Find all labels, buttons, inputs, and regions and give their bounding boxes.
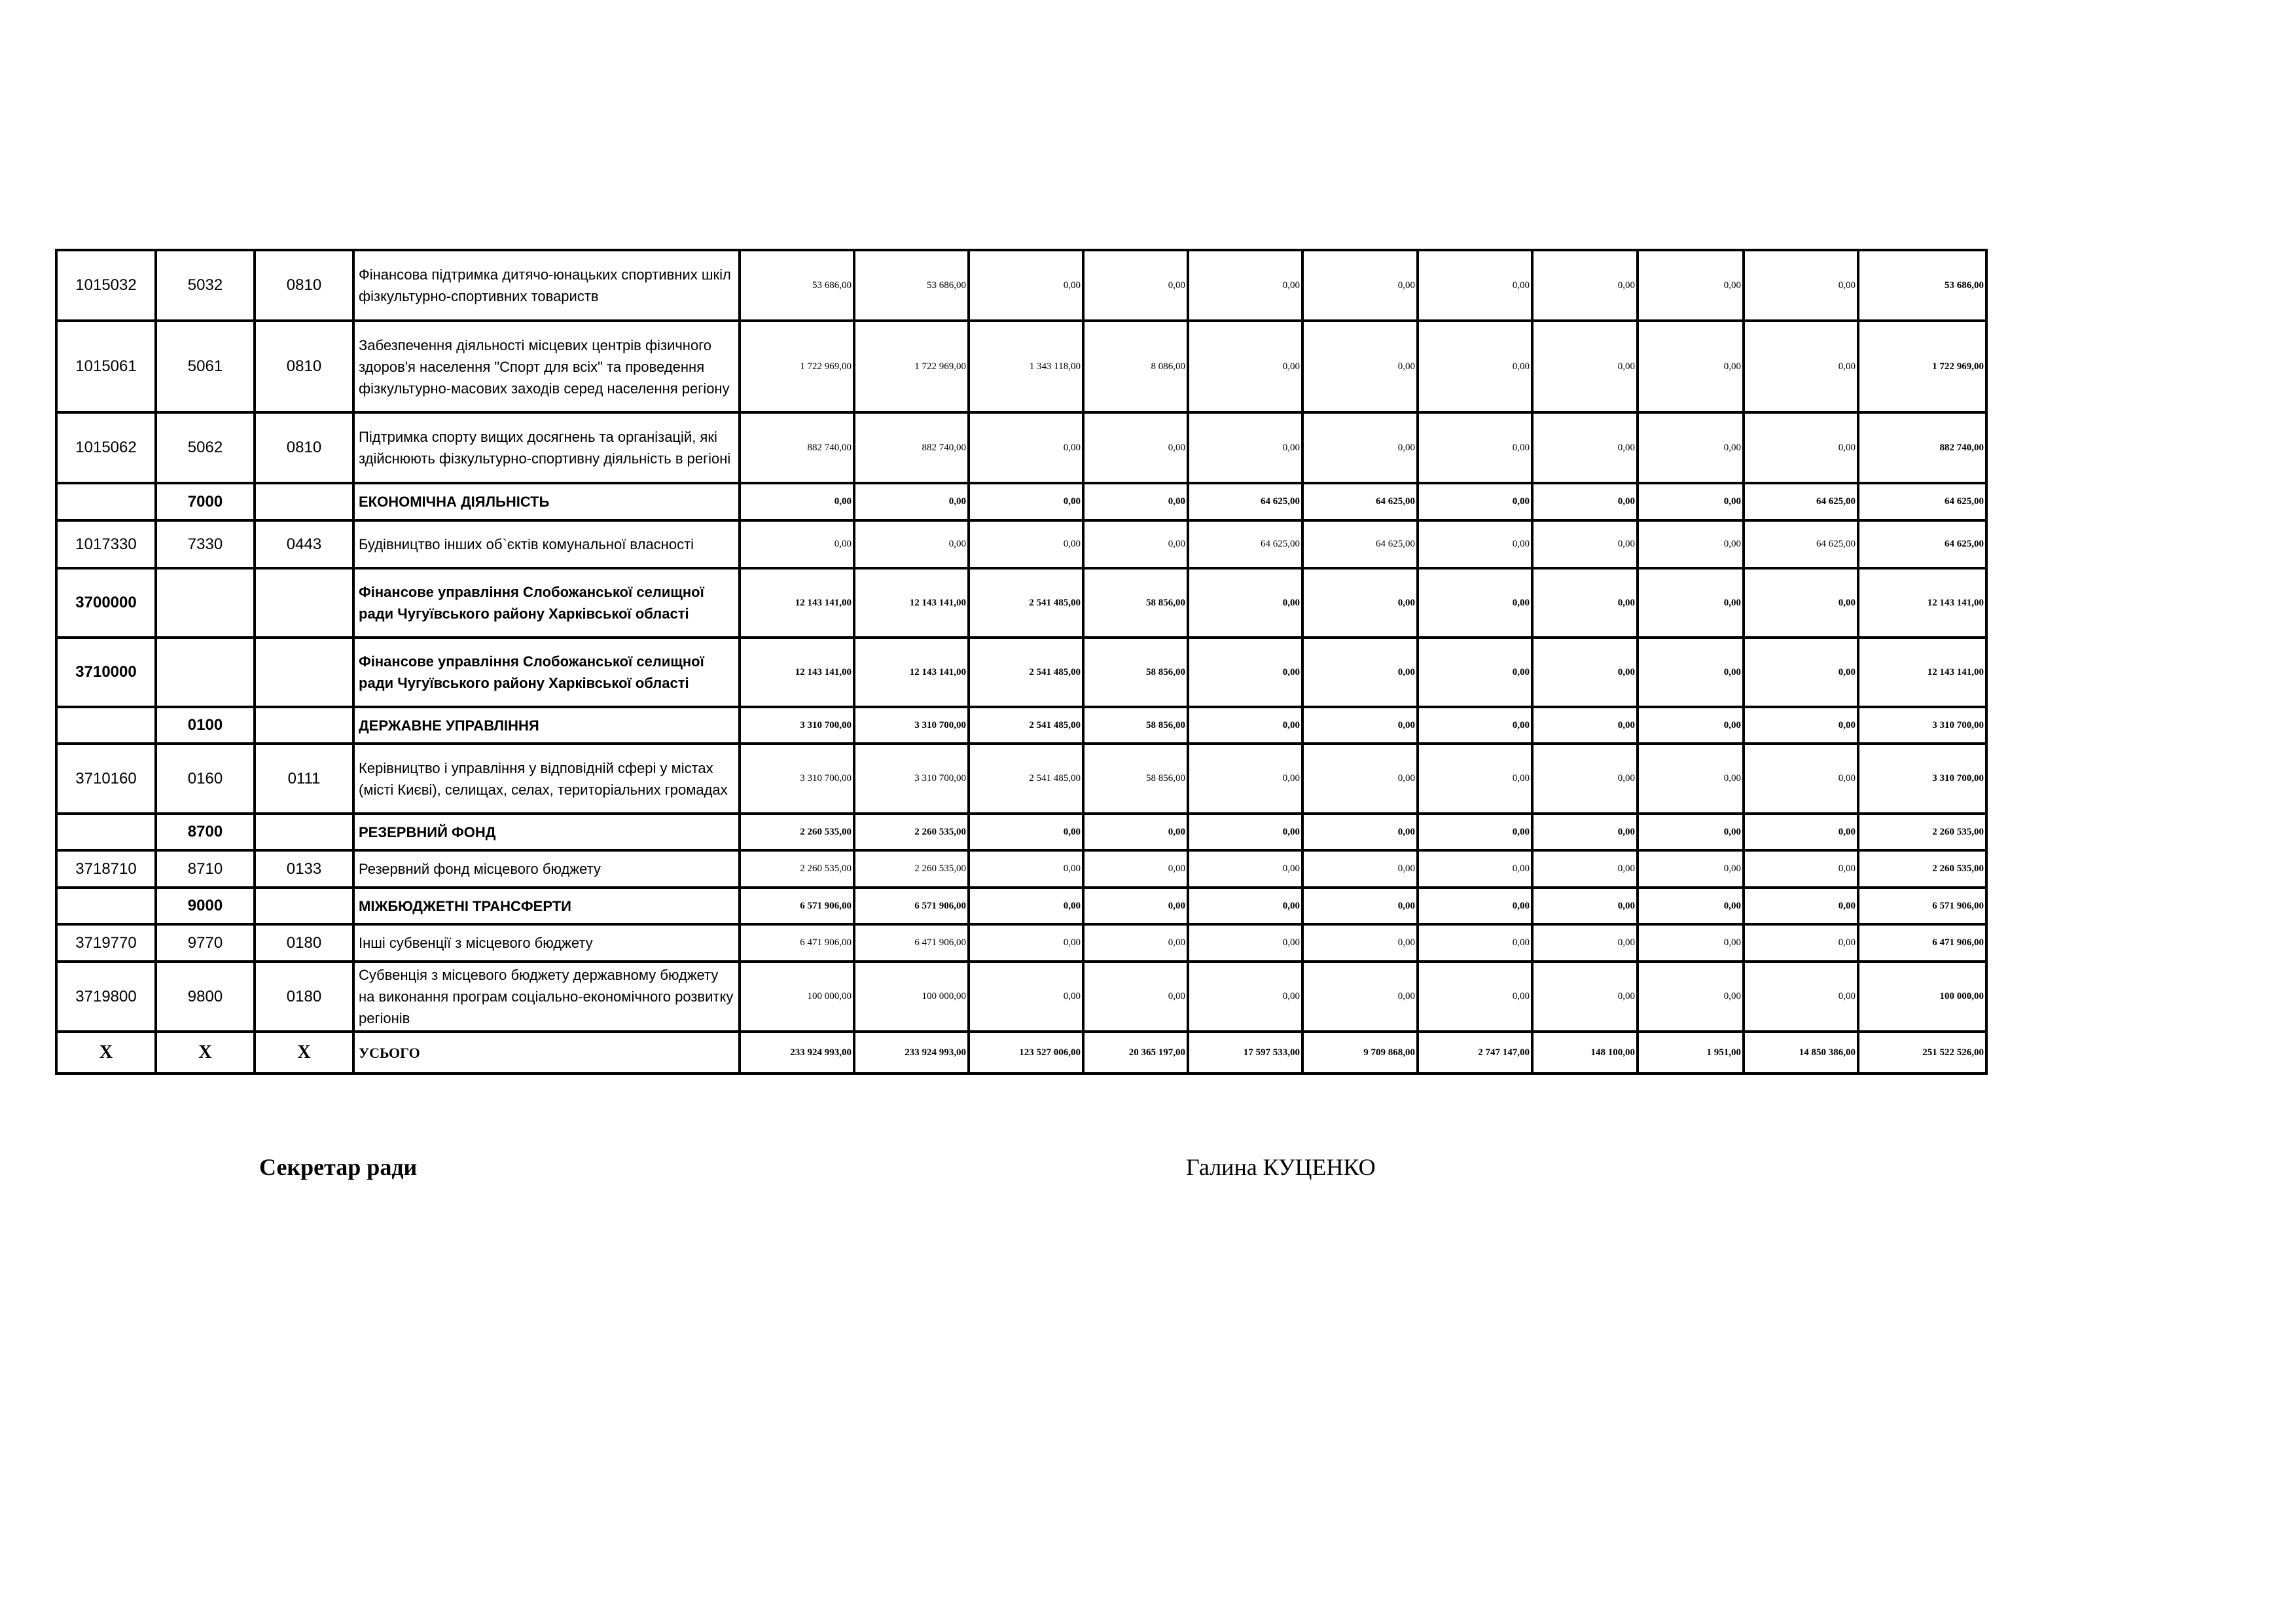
table-cell-value: 1 722 969,00 xyxy=(854,321,969,412)
table-cell-value: 0,00 xyxy=(1188,250,1302,321)
table-cell-value: 2 260 535,00 xyxy=(740,850,854,888)
table-cell-value: 0,00 xyxy=(1188,850,1302,888)
table-cell-value: 0,00 xyxy=(1744,888,1858,924)
table-cell-value: 3 310 700,00 xyxy=(740,707,854,744)
table-cell-value: 0,00 xyxy=(1638,744,1744,814)
table-cell-value: 882 740,00 xyxy=(1858,412,1986,483)
table-cell-value: 0,00 xyxy=(1083,850,1188,888)
table-row xyxy=(56,850,1986,888)
table-cell-value: 2 260 535,00 xyxy=(854,850,969,888)
table-cell-value: 148 100,00 xyxy=(1532,1032,1638,1074)
table-cell-value: 0,00 xyxy=(1744,321,1858,412)
table-cell-value: 0,00 xyxy=(1188,707,1302,744)
table-cell-value: 6 471 906,00 xyxy=(740,924,854,962)
table-row xyxy=(56,483,1986,520)
table-row xyxy=(56,888,1986,924)
table-cell-value: 0,00 xyxy=(1532,412,1638,483)
table-cell-value: 0,00 xyxy=(1532,707,1638,744)
table-cell-value: 0,00 xyxy=(1638,888,1744,924)
table-cell-value: 0,00 xyxy=(1188,924,1302,962)
table-cell-code2: 8710 xyxy=(156,850,255,888)
table-cell-value: 1 722 969,00 xyxy=(1858,321,1986,412)
table-cell-value: 0,00 xyxy=(1744,850,1858,888)
table-cell-code2: 9770 xyxy=(156,924,255,962)
table-cell-value: 0,00 xyxy=(1532,568,1638,638)
table-cell-code1: 1015062 xyxy=(56,412,156,483)
table-cell-value: 3 310 700,00 xyxy=(1858,744,1986,814)
table-cell-value: 2 541 485,00 xyxy=(969,638,1083,707)
table-cell-value: 2 260 535,00 xyxy=(1858,850,1986,888)
table-cell-code2: 5062 xyxy=(156,412,255,483)
table-cell-value: 0,00 xyxy=(1744,814,1858,850)
table-cell-value: 0,00 xyxy=(1302,850,1418,888)
table-cell-value: 64 625,00 xyxy=(1858,520,1986,568)
table-cell-value: 12 143 141,00 xyxy=(1858,638,1986,707)
table-cell-value: 3 310 700,00 xyxy=(854,707,969,744)
table-cell-value: 123 527 006,00 xyxy=(969,1032,1083,1074)
table-cell-value: 58 856,00 xyxy=(1083,707,1188,744)
table-cell-value: 0,00 xyxy=(1188,962,1302,1032)
table-cell-code1: 3719800 xyxy=(56,962,156,1032)
table-cell-value: 0,00 xyxy=(1188,321,1302,412)
table-cell-value: 0,00 xyxy=(1638,707,1744,744)
table-cell-value: 53 686,00 xyxy=(1858,250,1986,321)
table-cell-value: 0,00 xyxy=(969,924,1083,962)
table-cell-value: 53 686,00 xyxy=(854,250,969,321)
table-cell-value: 64 625,00 xyxy=(1744,520,1858,568)
table-cell-code2: 5032 xyxy=(156,250,255,321)
table-cell-code1: 3700000 xyxy=(56,568,156,638)
table-cell-value: 0,00 xyxy=(1083,924,1188,962)
table-cell-value: 0,00 xyxy=(1302,412,1418,483)
table-cell-value: 0,00 xyxy=(1418,962,1532,1032)
table-cell-code2 xyxy=(156,568,255,638)
table-cell-value: 233 924 993,00 xyxy=(740,1032,854,1074)
table-cell-name: РЕЗЕРВНИЙ ФОНД xyxy=(353,814,740,850)
table-cell-value: 0,00 xyxy=(969,962,1083,1032)
table-cell-value: 0,00 xyxy=(1418,638,1532,707)
table-row xyxy=(56,321,1986,412)
table-cell-value: 100 000,00 xyxy=(854,962,969,1032)
table-row xyxy=(56,520,1986,568)
table-cell-code1: Х xyxy=(56,1032,156,1074)
table-cell-value: 0,00 xyxy=(1418,814,1532,850)
table-cell-value: 53 686,00 xyxy=(740,250,854,321)
table-cell-value: 1 951,00 xyxy=(1638,1032,1744,1074)
table-cell-value: 6 571 906,00 xyxy=(854,888,969,924)
table-cell-value: 0,00 xyxy=(1418,483,1532,520)
table-cell-name: Фінансове управління Слобожанської селищної ради Чугуївського району Харківської області xyxy=(353,568,740,638)
table-cell-name: МІЖБЮДЖЕТНІ ТРАНСФЕРТИ xyxy=(353,888,740,924)
table-cell-value: 0,00 xyxy=(1302,707,1418,744)
table-cell-value: 0,00 xyxy=(1188,638,1302,707)
table-cell-value: 0,00 xyxy=(1638,850,1744,888)
table-cell-value: 0,00 xyxy=(1302,568,1418,638)
table-cell-value: 17 597 533,00 xyxy=(1188,1032,1302,1074)
table-cell-value: 0,00 xyxy=(1532,850,1638,888)
table-cell-value: 0,00 xyxy=(1744,744,1858,814)
table-cell-value: 0,00 xyxy=(1532,483,1638,520)
table-cell-code3: 0180 xyxy=(255,924,353,962)
table-cell-value: 0,00 xyxy=(1302,638,1418,707)
table-cell-value: 12 143 141,00 xyxy=(1858,568,1986,638)
table-cell-value: 6 471 906,00 xyxy=(854,924,969,962)
table-cell-name: Підтримка спорту вищих досягнень та організацій, які здійснюють фізкультурно-спортивну діяльність в регіоні xyxy=(353,412,740,483)
table-cell-value: 0,00 xyxy=(1188,814,1302,850)
table-cell-code1: 3710000 xyxy=(56,638,156,707)
table-cell-value: 3 310 700,00 xyxy=(1858,707,1986,744)
table-cell-value: 0,00 xyxy=(1532,321,1638,412)
table-cell-value: 0,00 xyxy=(1532,250,1638,321)
table-cell-value: 0,00 xyxy=(1638,924,1744,962)
table-cell-value: 0,00 xyxy=(1418,707,1532,744)
table-cell-code2: 9800 xyxy=(156,962,255,1032)
table-cell-value: 0,00 xyxy=(1302,250,1418,321)
table-row xyxy=(56,250,1986,321)
table-cell-value: 6 571 906,00 xyxy=(740,888,854,924)
table-cell-value: 0,00 xyxy=(969,483,1083,520)
table-row xyxy=(56,962,1986,1032)
table-cell-value: 0,00 xyxy=(854,483,969,520)
table-cell-value: 0,00 xyxy=(1083,888,1188,924)
table-cell-value: 0,00 xyxy=(1302,814,1418,850)
table-cell-code1 xyxy=(56,707,156,744)
table-cell-value: 233 924 993,00 xyxy=(854,1032,969,1074)
table-cell-value: 0,00 xyxy=(969,814,1083,850)
table-cell-value: 1 722 969,00 xyxy=(740,321,854,412)
table-cell-value: 882 740,00 xyxy=(740,412,854,483)
table-cell-value: 0,00 xyxy=(740,520,854,568)
table-row xyxy=(56,1032,1986,1074)
table-cell-code2: 7000 xyxy=(156,483,255,520)
table-cell-value: 2 541 485,00 xyxy=(969,744,1083,814)
table-cell-value: 0,00 xyxy=(740,483,854,520)
table-cell-value: 8 086,00 xyxy=(1083,321,1188,412)
table-cell-value: 64 625,00 xyxy=(1302,520,1418,568)
table-cell-code2: 0160 xyxy=(156,744,255,814)
table-cell-value: 0,00 xyxy=(1418,321,1532,412)
table-cell-value: 0,00 xyxy=(1744,962,1858,1032)
table-cell-value: 0,00 xyxy=(1083,814,1188,850)
table-cell-value: 0,00 xyxy=(1188,888,1302,924)
table-cell-value: 0,00 xyxy=(1744,250,1858,321)
table-cell-value: 6 471 906,00 xyxy=(1858,924,1986,962)
table-cell-value: 0,00 xyxy=(1188,568,1302,638)
table-cell-code3 xyxy=(255,483,353,520)
table-cell-code1: 1015061 xyxy=(56,321,156,412)
table-cell-value: 58 856,00 xyxy=(1083,744,1188,814)
table-cell-code3: 0111 xyxy=(255,744,353,814)
table-cell-value: 14 850 386,00 xyxy=(1744,1032,1858,1074)
table-cell-value: 0,00 xyxy=(1302,321,1418,412)
table-cell-code1 xyxy=(56,814,156,850)
table-cell-value: 0,00 xyxy=(1083,483,1188,520)
table-cell-code3: Х xyxy=(255,1032,353,1074)
table-cell-value: 2 747 147,00 xyxy=(1418,1032,1532,1074)
table-cell-code1 xyxy=(56,888,156,924)
budget-table xyxy=(55,249,1988,1075)
table-cell-value: 0,00 xyxy=(854,520,969,568)
table-cell-code3: 0133 xyxy=(255,850,353,888)
table-cell-value: 0,00 xyxy=(969,520,1083,568)
table-cell-code1: 3710160 xyxy=(56,744,156,814)
table-cell-value: 64 625,00 xyxy=(1858,483,1986,520)
table-cell-value: 0,00 xyxy=(1638,250,1744,321)
table-cell-value: 0,00 xyxy=(1532,814,1638,850)
table-row xyxy=(56,638,1986,707)
table-cell-value: 0,00 xyxy=(1638,814,1744,850)
table-cell-value: 0,00 xyxy=(1532,744,1638,814)
table-cell-code3: 0810 xyxy=(255,412,353,483)
table-row xyxy=(56,924,1986,962)
table-cell-value: 1 343 118,00 xyxy=(969,321,1083,412)
table-cell-code1 xyxy=(56,483,156,520)
table-cell-code3: 0810 xyxy=(255,250,353,321)
table-cell-value: 0,00 xyxy=(1083,412,1188,483)
table-cell-code2: 9000 xyxy=(156,888,255,924)
table-cell-value: 0,00 xyxy=(1532,888,1638,924)
table-row xyxy=(56,412,1986,483)
table-cell-value: 64 625,00 xyxy=(1744,483,1858,520)
table-cell-value: 0,00 xyxy=(1638,520,1744,568)
table-cell-name: Інші субвенції з місцевого бюджету xyxy=(353,924,740,962)
table-cell-value: 64 625,00 xyxy=(1302,483,1418,520)
table-cell-value: 0,00 xyxy=(1638,962,1744,1032)
table-cell-code2: 0100 xyxy=(156,707,255,744)
table-cell-value: 0,00 xyxy=(1532,924,1638,962)
table-cell-value: 0,00 xyxy=(1418,924,1532,962)
table-row xyxy=(56,814,1986,850)
table-cell-value: 0,00 xyxy=(1744,412,1858,483)
table-cell-code2: 5061 xyxy=(156,321,255,412)
table-cell-code3 xyxy=(255,707,353,744)
table-cell-value: 20 365 197,00 xyxy=(1083,1032,1188,1074)
table-cell-code3 xyxy=(255,888,353,924)
table-cell-value: 58 856,00 xyxy=(1083,638,1188,707)
table-cell-code3: 0443 xyxy=(255,520,353,568)
table-cell-value: 0,00 xyxy=(1302,962,1418,1032)
table-cell-value: 0,00 xyxy=(1532,520,1638,568)
table-row xyxy=(56,707,1986,744)
table-cell-value: 0,00 xyxy=(1418,412,1532,483)
table-cell-value: 0,00 xyxy=(1418,568,1532,638)
table-cell-value: 0,00 xyxy=(1302,888,1418,924)
table-cell-value: 3 310 700,00 xyxy=(854,744,969,814)
table-cell-name: Субвенція з місцевого бюджету державному бюджету на виконання програм соціально-економічного розвитку регіонів xyxy=(353,962,740,1032)
table-cell-name: ДЕРЖАВНЕ УПРАВЛІННЯ xyxy=(353,707,740,744)
table-cell-value: 0,00 xyxy=(1418,744,1532,814)
table-cell-value: 100 000,00 xyxy=(1858,962,1986,1032)
table-cell-name: Будівництво інших об`єктів комунальної власності xyxy=(353,520,740,568)
table-cell-code2 xyxy=(156,638,255,707)
table-cell-value: 9 709 868,00 xyxy=(1302,1032,1418,1074)
table-cell-name: Фінансова підтримка дитячо-юнацьких спортивних шкіл фізкультурно-спортивних товариств xyxy=(353,250,740,321)
table-cell-value: 12 143 141,00 xyxy=(740,568,854,638)
table-cell-value: 0,00 xyxy=(1744,924,1858,962)
table-cell-value: 2 260 535,00 xyxy=(854,814,969,850)
table-cell-code3 xyxy=(255,638,353,707)
table-cell-value: 0,00 xyxy=(969,850,1083,888)
budget-table-body xyxy=(56,250,1986,1074)
table-cell-code1: 1015032 xyxy=(56,250,156,321)
table-cell-code1: 3719770 xyxy=(56,924,156,962)
table-cell-value: 12 143 141,00 xyxy=(854,638,969,707)
table-row xyxy=(56,744,1986,814)
table-cell-name: Резервний фонд місцевого бюджету xyxy=(353,850,740,888)
table-cell-value: 0,00 xyxy=(969,250,1083,321)
table-cell-value: 2 541 485,00 xyxy=(969,568,1083,638)
table-cell-value: 0,00 xyxy=(1744,638,1858,707)
table-cell-value: 2 260 535,00 xyxy=(740,814,854,850)
table-row xyxy=(56,568,1986,638)
table-cell-code3 xyxy=(255,568,353,638)
table-cell-name: Забезпечення діяльності місцевих центрів фізичного здоров'я населення "Спорт для всіх" та проведення фізкультурно-масових заходів серед населення регіону xyxy=(353,321,740,412)
table-cell-name: ЕКОНОМІЧНА ДІЯЛЬНІСТЬ xyxy=(353,483,740,520)
table-cell-code1: 3718710 xyxy=(56,850,156,888)
table-cell-value: 64 625,00 xyxy=(1188,520,1302,568)
table-cell-value: 0,00 xyxy=(1418,520,1532,568)
table-cell-value: 2 260 535,00 xyxy=(1858,814,1986,850)
table-cell-value: 0,00 xyxy=(1188,412,1302,483)
table-cell-value: 100 000,00 xyxy=(740,962,854,1032)
table-cell-value: 0,00 xyxy=(1744,568,1858,638)
table-cell-code2: 7330 xyxy=(156,520,255,568)
table-cell-value: 0,00 xyxy=(1744,707,1858,744)
table-cell-value: 0,00 xyxy=(1532,638,1638,707)
table-cell-value: 12 143 141,00 xyxy=(740,638,854,707)
table-cell-value: 0,00 xyxy=(1083,520,1188,568)
table-cell-value: 0,00 xyxy=(1532,962,1638,1032)
signature-name: Галина КУЦЕНКО xyxy=(1186,1154,1376,1180)
table-cell-value: 0,00 xyxy=(1418,250,1532,321)
table-cell-value: 251 522 526,00 xyxy=(1858,1032,1986,1074)
table-cell-value: 0,00 xyxy=(1638,483,1744,520)
table-cell-code1: 1017330 xyxy=(56,520,156,568)
table-cell-value: 0,00 xyxy=(1302,924,1418,962)
table-cell-name: Фінансове управління Слобожанської селищної ради Чугуївського району Харківської області xyxy=(353,638,740,707)
signature-title: Секретар ради xyxy=(259,1154,418,1180)
table-cell-value: 0,00 xyxy=(1638,321,1744,412)
table-cell-name: Керівництво і управління у відповідній сфері у містах (місті Києві), селищах, селах, територіальних громадах xyxy=(353,744,740,814)
table-cell-value: 0,00 xyxy=(1418,850,1532,888)
table-cell-value: 0,00 xyxy=(1638,568,1744,638)
table-cell-name: УСЬОГО xyxy=(353,1032,740,1074)
table-cell-value: 0,00 xyxy=(1638,412,1744,483)
table-cell-value: 6 571 906,00 xyxy=(1858,888,1986,924)
table-cell-value: 3 310 700,00 xyxy=(740,744,854,814)
table-cell-value: 882 740,00 xyxy=(854,412,969,483)
table-cell-value: 0,00 xyxy=(1083,250,1188,321)
table-cell-code3: 0810 xyxy=(255,321,353,412)
table-cell-value: 12 143 141,00 xyxy=(854,568,969,638)
table-cell-value: 0,00 xyxy=(969,412,1083,483)
table-cell-value: 0,00 xyxy=(1418,888,1532,924)
table-cell-value: 2 541 485,00 xyxy=(969,707,1083,744)
table-cell-value: 0,00 xyxy=(969,888,1083,924)
table-cell-code2: 8700 xyxy=(156,814,255,850)
table-cell-value: 0,00 xyxy=(1302,744,1418,814)
table-cell-value: 0,00 xyxy=(1638,638,1744,707)
table-cell-code2: Х xyxy=(156,1032,255,1074)
table-cell-code3 xyxy=(255,814,353,850)
table-cell-value: 58 856,00 xyxy=(1083,568,1188,638)
table-cell-value: 0,00 xyxy=(1188,744,1302,814)
table-cell-value: 64 625,00 xyxy=(1188,483,1302,520)
table-cell-code3: 0180 xyxy=(255,962,353,1032)
table-cell-value: 0,00 xyxy=(1083,962,1188,1032)
